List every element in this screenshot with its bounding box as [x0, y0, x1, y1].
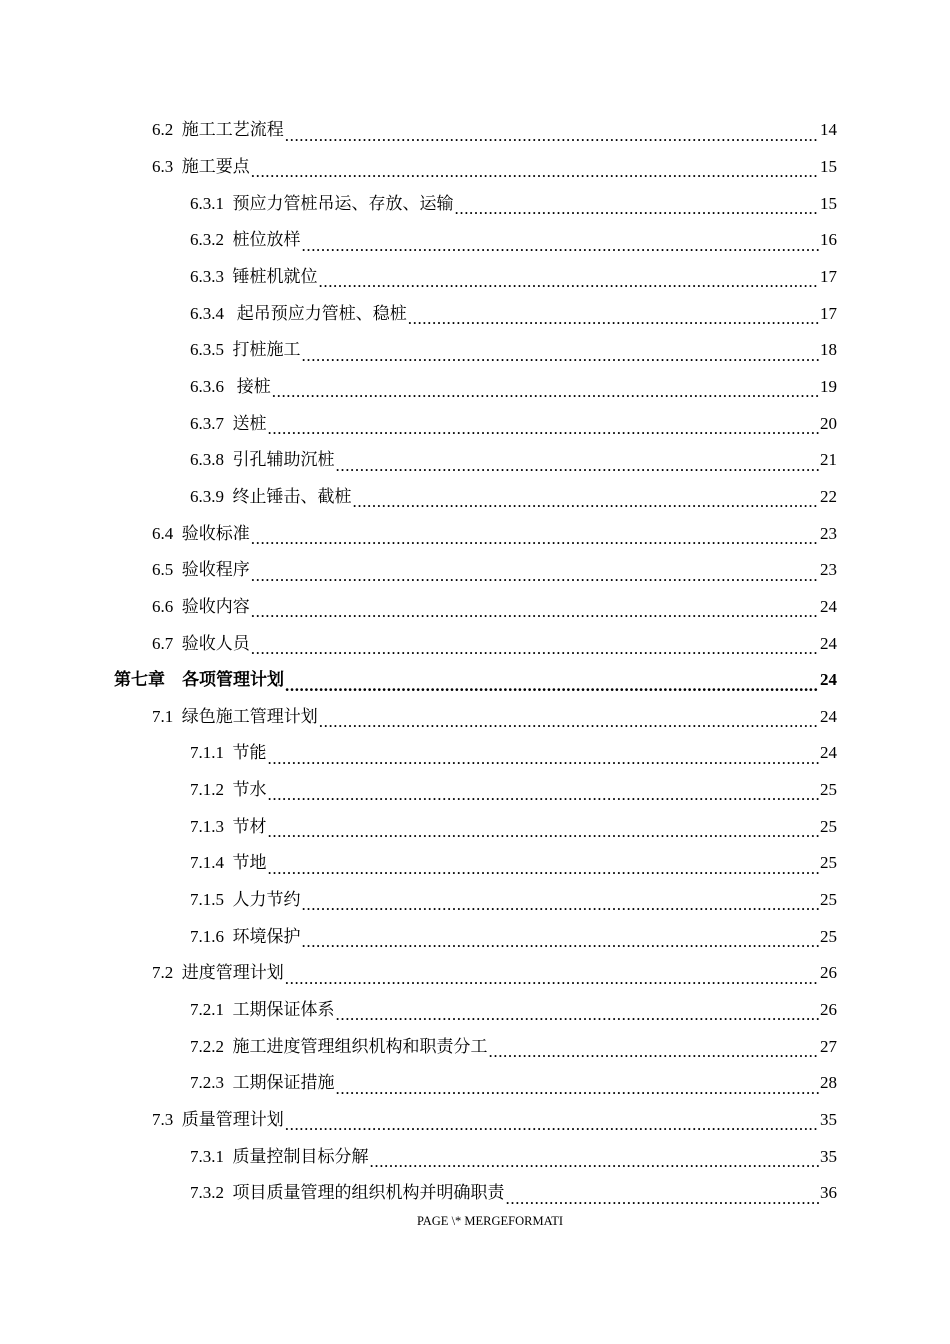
toc-entry-number: 6.3.6 — [190, 376, 237, 396]
toc-entry-title: 施工进度管理组织机构和职责分工 — [232, 1036, 488, 1056]
toc-entry-title: 工期保证体系 — [232, 1000, 335, 1020]
toc-dot-leader — [251, 167, 819, 185]
toc-entry-number: 6.7 — [152, 633, 182, 653]
toc-entry-title: 送桩 — [232, 413, 267, 433]
toc-entry-number: 6.5 — [152, 560, 182, 580]
toc-entry[interactable] — [0, 1028, 950, 1065]
toc-entry-page: 24 — [820, 596, 837, 616]
toc-entry[interactable] — [0, 1138, 950, 1175]
toc-entry-number: 6.6 — [152, 596, 182, 616]
toc-entry-page: 23 — [820, 523, 837, 543]
toc-entry-title: 起吊预应力管桩、稳桩 — [236, 303, 407, 323]
toc-entry-page: 15 — [820, 193, 837, 213]
toc-entry[interactable] — [0, 735, 950, 772]
toc-entry-title: 施工工艺流程 — [181, 120, 284, 140]
toc-entry-page: 25 — [820, 780, 837, 800]
toc-dot-leader — [336, 461, 820, 479]
toc-entry-title: 引孔辅助沉桩 — [232, 450, 335, 470]
toc-entry[interactable] — [0, 955, 950, 992]
toc-entry-number: 7.3.2 — [190, 1183, 233, 1203]
toc-entry-page: 26 — [820, 1000, 837, 1020]
table-of-contents — [0, 112, 950, 1212]
toc-dot-leader — [336, 1084, 820, 1102]
toc-entry-title: 质量管理计划 — [181, 1110, 284, 1130]
toc-entry-title: 项目质量管理的组织机构并明确职责 — [232, 1183, 505, 1203]
toc-entry-page: 25 — [820, 853, 837, 873]
toc-entry-page: 24 — [820, 670, 837, 690]
toc-entry-page: 36 — [820, 1183, 837, 1203]
toc-entry-number: 第七章 — [114, 670, 182, 690]
toc-entry-number: 7.3 — [152, 1110, 182, 1130]
toc-dot-leader — [285, 681, 819, 699]
toc-entry-title: 验收标准 — [181, 523, 250, 543]
toc-entry[interactable] — [0, 442, 950, 479]
toc-entry[interactable] — [0, 369, 950, 406]
toc-entry-number: 6.3.8 — [190, 450, 233, 470]
toc-entry-title: 施工要点 — [181, 156, 250, 176]
toc-entry-number: 6.3.4 — [190, 303, 237, 323]
toc-entry-number: 6.4 — [152, 523, 182, 543]
toc-entry-number: 6.3.5 — [190, 340, 233, 360]
toc-entry-page: 19 — [820, 376, 837, 396]
toc-entry-number: 7.2 — [152, 963, 182, 983]
toc-entry[interactable] — [0, 772, 950, 809]
toc-entry-page: 25 — [820, 890, 837, 910]
toc-entry[interactable] — [0, 625, 950, 662]
toc-entry-number: 7.2.3 — [190, 1073, 233, 1093]
toc-entry-page: 22 — [820, 486, 837, 506]
toc-entry-title: 工期保证措施 — [232, 1073, 335, 1093]
toc-entry-page: 26 — [820, 963, 837, 983]
toc-entry-title: 进度管理计划 — [181, 963, 284, 983]
toc-entry-page: 17 — [820, 266, 837, 286]
toc-dot-leader — [268, 754, 820, 772]
toc-entry-title: 节能 — [232, 743, 267, 763]
toc-dot-leader — [285, 131, 819, 149]
toc-entry-title: 环境保护 — [232, 926, 301, 946]
toc-entry[interactable] — [0, 589, 950, 626]
toc-entry-page: 35 — [820, 1110, 837, 1130]
toc-dot-leader — [408, 314, 819, 332]
toc-entry-page: 27 — [820, 1036, 837, 1056]
toc-dot-leader — [268, 790, 820, 808]
toc-entry[interactable] — [0, 515, 950, 552]
toc-entry[interactable] — [0, 808, 950, 845]
toc-entry[interactable] — [0, 259, 950, 296]
toc-entry-number: 7.2.2 — [190, 1036, 233, 1056]
toc-entry-number: 7.1.3 — [190, 816, 233, 836]
toc-entry-page: 24 — [820, 743, 837, 763]
toc-entry-page: 18 — [820, 340, 837, 360]
toc-entry-page: 23 — [820, 560, 837, 580]
toc-entry-number: 6.3.1 — [190, 193, 233, 213]
toc-entry-title: 验收人员 — [181, 633, 250, 653]
toc-entry-title: 终止锤击、截桩 — [232, 486, 352, 506]
toc-entry[interactable] — [0, 222, 950, 259]
toc-entry-page: 25 — [820, 816, 837, 836]
toc-entry-number: 6.3.3 — [190, 266, 233, 286]
page-footer: PAGE \* MERGEFORMATI — [416, 1214, 564, 1228]
toc-dot-leader — [336, 1010, 820, 1028]
toc-entry-title: 预应力管桩吊运、存放、运输 — [232, 193, 454, 213]
toc-entry-title: 节地 — [232, 853, 267, 873]
toc-entry-title: 人力节约 — [232, 890, 301, 910]
toc-entry-number: 6.3.7 — [190, 413, 233, 433]
toc-dot-leader — [268, 864, 820, 882]
toc-entry[interactable] — [0, 845, 950, 882]
toc-dot-leader — [302, 241, 820, 259]
toc-dot-leader — [319, 277, 820, 295]
toc-entry[interactable] — [0, 405, 950, 442]
toc-entry-page: 14 — [820, 120, 837, 140]
toc-entry-number: 7.1.4 — [190, 853, 233, 873]
toc-entry-page: 15 — [820, 156, 837, 176]
toc-entry-number: 6.3 — [152, 156, 182, 176]
toc-dot-leader — [268, 424, 820, 442]
toc-entry-number: 7.1.6 — [190, 926, 233, 946]
toc-dot-leader — [489, 1047, 820, 1065]
toc-dot-leader — [251, 644, 819, 662]
toc-entry-page: 24 — [820, 633, 837, 653]
toc-entry-title: 桩位放样 — [232, 230, 301, 250]
toc-entry[interactable] — [0, 552, 950, 589]
toc-dot-leader — [251, 607, 819, 625]
toc-entry-number: 6.3.9 — [190, 486, 233, 506]
toc-dot-leader — [353, 497, 820, 515]
toc-entry-number: 7.1.2 — [190, 780, 233, 800]
toc-entry[interactable] — [0, 1102, 950, 1139]
toc-entry-number: 7.1.5 — [190, 890, 233, 910]
toc-entry-page: 25 — [820, 926, 837, 946]
toc-entry-number: 7.2.1 — [190, 1000, 233, 1020]
toc-entry[interactable] — [0, 918, 950, 955]
toc-entry[interactable] — [0, 662, 950, 699]
toc-entry[interactable] — [0, 1065, 950, 1102]
toc-dot-leader — [251, 571, 819, 589]
toc-dot-leader — [251, 534, 819, 552]
toc-entry-title: 绿色施工管理计划 — [181, 706, 318, 726]
toc-entry-title: 接桩 — [236, 376, 271, 396]
toc-dot-leader — [285, 1120, 819, 1138]
toc-dot-leader — [272, 387, 819, 405]
toc-entry-page: 21 — [820, 450, 837, 470]
toc-entry-title: 验收程序 — [181, 560, 250, 580]
toc-entry-title: 节水 — [232, 780, 267, 800]
toc-entry-title: 锤桩机就位 — [232, 266, 318, 286]
toc-entry-number: 6.2 — [152, 120, 182, 140]
toc-entry-page: 16 — [820, 230, 837, 250]
toc-dot-leader — [506, 1194, 820, 1212]
toc-entry-page: 28 — [820, 1073, 837, 1093]
toc-entry-page: 17 — [820, 303, 837, 323]
toc-entry[interactable] — [0, 882, 950, 919]
toc-entry[interactable] — [0, 332, 950, 369]
toc-entry-title: 节材 — [232, 816, 267, 836]
toc-entry[interactable] — [0, 479, 950, 516]
toc-entry[interactable] — [0, 185, 950, 222]
toc-dot-leader — [319, 717, 819, 735]
toc-entry[interactable] — [0, 1175, 950, 1212]
toc-entry-number: 7.1.1 — [190, 743, 233, 763]
toc-entry[interactable] — [0, 295, 950, 332]
toc-entry[interactable] — [0, 699, 950, 736]
toc-dot-leader — [285, 974, 819, 992]
toc-entry-page: 35 — [820, 1146, 837, 1166]
toc-entry-number: 6.3.2 — [190, 230, 233, 250]
toc-entry-number: 7.1 — [152, 706, 182, 726]
toc-dot-leader — [302, 937, 820, 955]
toc-entry[interactable] — [0, 992, 950, 1029]
toc-entry-page: 24 — [820, 706, 837, 726]
toc-dot-leader — [455, 204, 820, 222]
toc-dot-leader — [370, 1157, 820, 1175]
toc-entry-number: 7.3.1 — [190, 1146, 233, 1166]
toc-dot-leader — [302, 351, 820, 369]
toc-entry-title: 质量控制目标分解 — [232, 1146, 369, 1166]
toc-dot-leader — [268, 827, 820, 845]
toc-dot-leader — [302, 900, 820, 918]
toc-entry[interactable] — [0, 112, 950, 149]
toc-entry[interactable] — [0, 149, 950, 186]
toc-entry-title: 打桩施工 — [232, 340, 301, 360]
toc-entry-title: 验收内容 — [181, 596, 250, 616]
toc-entry-page: 20 — [820, 413, 837, 433]
toc-entry-title: 各项管理计划 — [182, 670, 284, 690]
